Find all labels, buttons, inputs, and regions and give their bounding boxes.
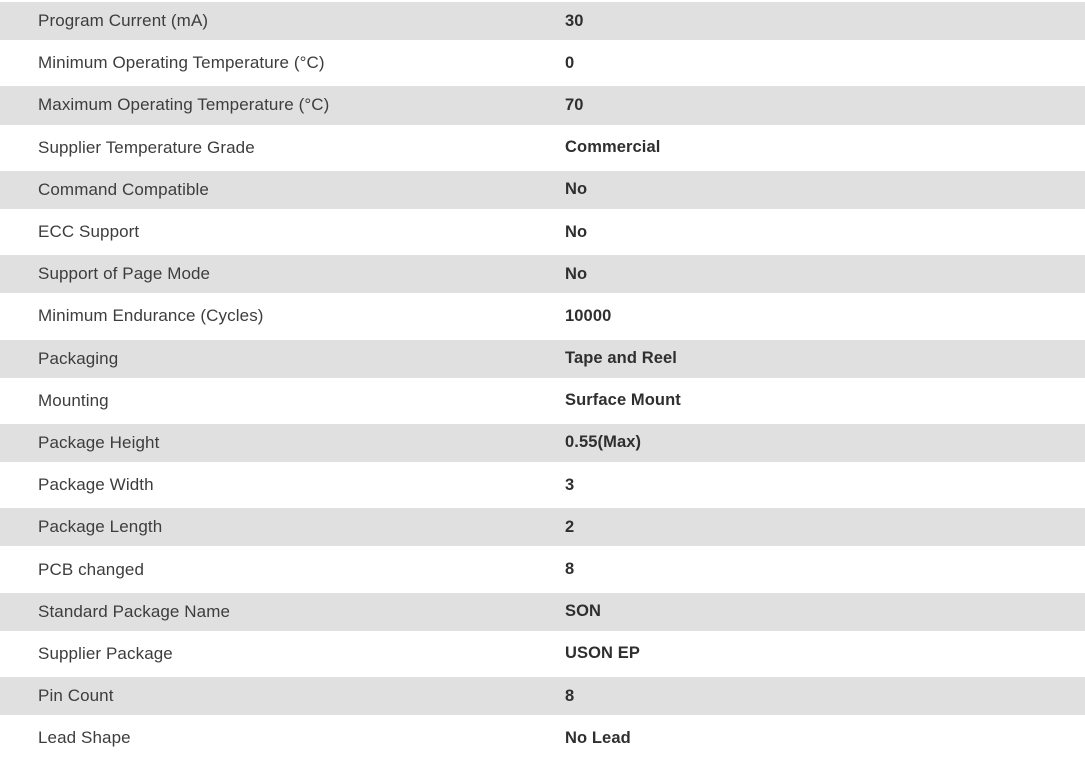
attribute-label: Package Length (38, 517, 163, 537)
attribute-value: 8 (565, 560, 575, 579)
table-row (0, 506, 1085, 548)
attribute-label: Maximum Operating Temperature (°C) (38, 95, 330, 115)
table-row (0, 633, 1085, 675)
table-row (0, 675, 1085, 717)
table-row (0, 84, 1085, 126)
attribute-value: SON (565, 602, 602, 621)
attribute-value: No Lead (565, 728, 631, 747)
attribute-label: Packaging (38, 348, 119, 368)
attribute-value: No (565, 180, 588, 199)
attribute-value: Commercial (565, 138, 661, 157)
table-row (0, 169, 1085, 211)
attribute-value: Surface Mount (565, 391, 681, 410)
table-row (0, 338, 1085, 380)
attribute-label: Support of Page Mode (38, 264, 211, 284)
attribute-label: Supplier Package (38, 643, 173, 663)
attribute-label: Command Compatible (38, 179, 209, 199)
table-row (0, 295, 1085, 337)
table-row (0, 0, 1085, 42)
table-row (0, 548, 1085, 590)
table-row (0, 42, 1085, 84)
attribute-label: Minimum Endurance (Cycles) (38, 306, 264, 326)
table-row (0, 591, 1085, 633)
table-row (0, 211, 1085, 253)
attribute-label: Lead Shape (38, 728, 131, 748)
attribute-value: 2 (565, 517, 575, 536)
attribute-label: Package Width (38, 475, 154, 495)
table-row (0, 253, 1085, 295)
attribute-value: 10000 (565, 306, 612, 325)
attribute-label: Mounting (38, 390, 109, 410)
attribute-value: 8 (565, 686, 575, 705)
table-row (0, 380, 1085, 422)
attribute-label: PCB changed (38, 559, 145, 579)
attribute-value: 30 (565, 11, 584, 30)
attribute-label: ECC Support (38, 222, 140, 242)
attribute-value: 70 (565, 95, 584, 114)
table-row (0, 717, 1085, 759)
table-row (0, 127, 1085, 169)
attribute-label: Minimum Operating Temperature (°C) (38, 53, 325, 73)
table-row (0, 422, 1085, 464)
attribute-label: Standard Package Name (38, 601, 231, 621)
attribute-value: No (565, 264, 588, 283)
attribute-value: 3 (565, 475, 575, 494)
attribute-label: Program Current (mA) (38, 11, 209, 31)
attribute-label: Supplier Temperature Grade (38, 137, 255, 157)
attribute-value: 0.55(Max) (565, 433, 642, 452)
table-row (0, 464, 1085, 506)
attribute-value: 0 (565, 53, 575, 72)
attribute-value: No (565, 222, 588, 241)
attribute-value: Tape and Reel (565, 349, 677, 368)
attribute-label: Pin Count (38, 686, 114, 706)
attribute-value: USON EP (565, 644, 640, 663)
attribute-label: Package Height (38, 432, 160, 452)
